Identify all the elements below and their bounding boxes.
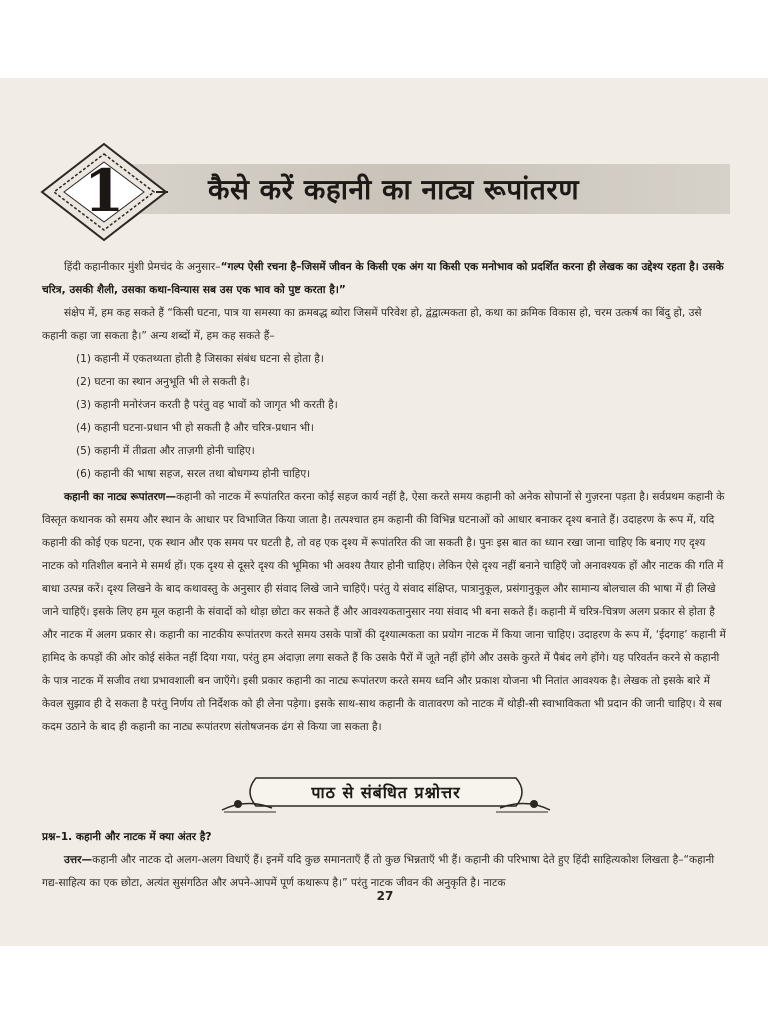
list-item: (3) कहानी मनोरंजन करती है परंतु वह भावों को जागृत भी करती है। [76, 399, 338, 411]
dramatization-paragraph [42, 486, 728, 739]
list-item: (2) घटना का स्थान अनुभूति भी ले सकती है। [76, 376, 250, 388]
chapter-number: 1 [83, 157, 125, 225]
chapter-body [42, 256, 728, 739]
section-heading: पाठ से संबंधित प्रश्नोत्तर [311, 783, 461, 802]
answer-text: कहानी और नाटक दो अलग-अलग विधाएँ हैं। इनमें यदि कुछ समानताएँ हैं तो कुछ भिन्नताएँ भी हैं। कहानी की परिभाषा देते हुए हिंदी साहित्यकोश लिखता है–“कहानी गद्य-साहित्य का एक छोटा, अत्यंत सुसंगठित और अपने-आपमें पूर्ण कथारूप है।” परंतु नाटक जीवन की अनुकृति है। नाटक [42, 854, 715, 889]
question-text: कहानी और नाटक में क्या अंतर है? [72, 831, 212, 843]
intro-lead: हिंदी कहानीकार मुंशी प्रेमचंद के अनुसार– [64, 261, 221, 273]
chapter-title: कैसे करें कहानी का नाट्य रूपांतरण [208, 173, 580, 206]
story-features-list [42, 348, 728, 486]
list-item: (4) कहानी घटना-प्रधान भी हो सकती है और चरित्र-प्रधान भी। [76, 422, 314, 434]
list-item: (1) कहानी में एकतथ्यता होती है जिसका संबंध घटना से होता है। [76, 353, 324, 365]
section-banner [216, 768, 556, 816]
answer-label: उत्तर— [64, 854, 93, 866]
book-page [0, 78, 768, 946]
list-item: (6) कहानी की भाषा सहज, सरल तथा बोधगम्य होनी चाहिए। [76, 468, 311, 480]
chapter-number-badge [40, 142, 168, 242]
page-content [40, 78, 730, 946]
intro-paragraph [42, 256, 728, 302]
question [42, 826, 728, 849]
dramatization-heading: कहानी का नाट्य रूपांतरण— [64, 491, 177, 503]
summary-paragraph: संक्षेप में, हम कह सकते हैं “किसी घटना, पात्र या समस्या का क्रमबद्ध ब्योरा जिसमें परिवेश हो, द्वंद्वात्मकता हो, कथा का क्रमिक विकास हो, चरम उत्कर्ष का बिंदु हो, उसे कहानी कहा जा सकता है।” अन्य शब्दों में, हम कह सकते हैं– [42, 307, 702, 342]
question-label: प्रश्न–1. [42, 831, 73, 843]
dramatization-text: कहानी को नाटक में रूपांतरित करना कोई सहज कार्य नहीं है, ऐसा करते समय कहानी को अनेक सोपानों से गुज़रना पड़ता है। सर्वप्रथम कहानी के विस्तृत कथानक को समय और स्थान के आधार पर विभाजित किया जाता है। तत्पश्चात हम कहानी की विभिन्न घटनाओं को आधार बनाकर दृश्य बनाते हैं। उदाहरण के रूप में, यदि कहानी की कोई एक घटना, एक स्थान और एक समय पर घटती है, तो वह एक दृश्य में रूपांतरित की जा सकती है। पुनः इस बात का ध्यान रखा जाना चाहिए कि बनाए गए दृश्य नाटक को गतिशील बनाने मे समर्थ हों। एक दृश्य से दूसरे दृश्य की भूमिका भी अवश्य तैयार होनी चाहिए। लेकिन ऐसे दृश्य नहीं बनाने चाहिएँ जो अनावश्यक हों और नाटक की गति में बाधा उत्पन्न करें। दृश्य लिखने के बाद कथावस्तु के अनुसार ही संवाद लिखे जाने चाहिएँ। परंतु ये संवाद संक्षिप्त, पात्रानुकूल, प्रसंगानुकूल और सामान्य बोलचाल की भाषा में ही लिखे जाने चाहिएँ। इसके लिए हम मूल कहानी के संवादों को थोड़ा छोटा कर सकते हैं और आवश्यकतानुसार नया संवाद भी बना सकते हैं। कहानी में चरित्र-चित्रण अलग प्रकार से होता है और नाटक में अलग प्रकार से। कहानी का नाटकीय रूपांतरण करते समय उसके पात्रों की दृश्यात्मकता का प्रयोग नाटक में किया जाना चाहिए। उदाहरण के रूप में, ‘ईदगाह’ कहानी में हामिद के कपड़ों की ओर कोई संकेत नहीं दिया गया, परंतु हम अंदाज़ा लगा सकते हैं कि उसके पैरों में जूते नहीं होंगे और उसके कुरते में पैबंद लगे होंगे। यह परिवर्तन करने से कहानी के पात्र नाटक में सजीव तथा प्रभावशाली बन जाएँगे। इसी प्रकार कहानी का नाट्य रूपांतरण करते समय ध्वनि और प्रकाश योजना भी नितांत आवश्यक है। लेखक तो इसके बारे में केवल सुझाव ही दे सकता है परंतु निर्णय तो निर्देशक को ही लेना पड़ेगा। इसके साथ-साथ कहानी के वातावरण को नाटक में थोड़ी-सी स्वाभाविकता भी प्रदान की जानी चाहिए। ये सब कदम उठाने के बाद ही कहानी का नाट्य रूपांतरण संतोषजनक ढंग से किया जा सकता है। [42, 491, 726, 733]
list-item: (5) कहानी में तीव्रता और ताज़गी होनी चाहिए। [76, 445, 255, 457]
premchand-quote: “गल्प ऐसी रचना है–जिसमें जीवन के किसी एक अंग या किसी एक मनोभाव को प्रदर्शित करना ही लेखक का उद्देश्य रहता है। उसके चरित्र, उसकी शैली, उसका कथा-विन्यास सब उस एक भाव को पुष्ट करता है।” [42, 261, 724, 296]
question-answer [42, 826, 728, 895]
page-number: 27 [376, 889, 394, 903]
